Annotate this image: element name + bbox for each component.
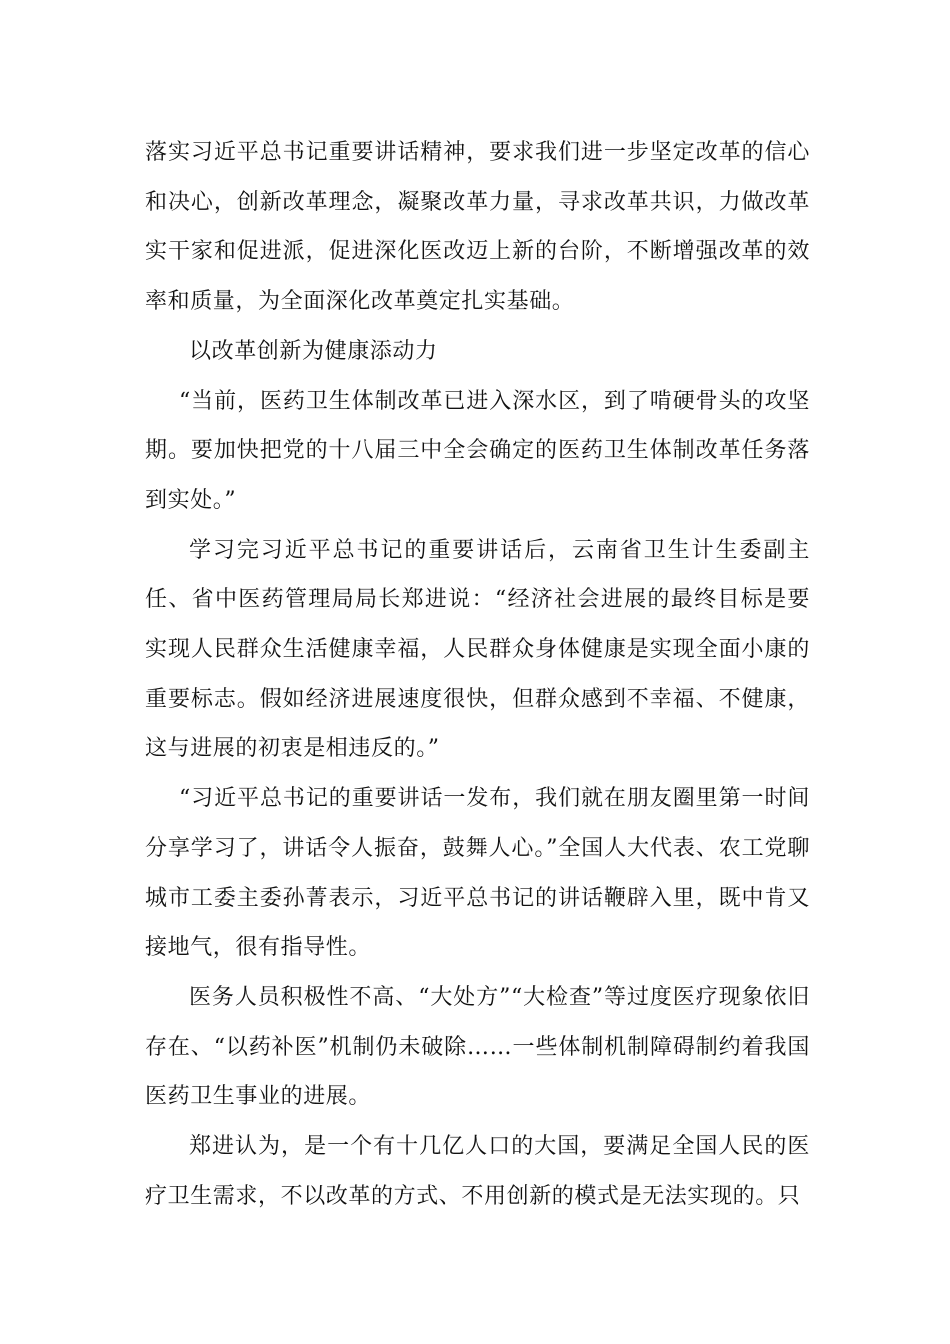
section-heading: 以改革创新为健康添动力	[189, 338, 438, 364]
document-body	[145, 128, 810, 1221]
paragraph-zheng-jin: 学习完习近平总书记的重要讲话后，云南省卫生计生委副主任、省中医药管理局局长郑进说：“经济社会进展的最终目标是要实现人民群众生活健康幸福，人民群众身体健康是实现全面小康的重要标志。假如经济进展速度很快，但群众感到不幸福、不健康，这与进展的初衷是相违反的。”	[145, 537, 810, 762]
paragraph-medical-issues: 医务人员积极性不高、“大处方”“大检查”等过度医疗现象依旧存在、“以药补医”机制仍未破除……一些体制机制障碍制约着我国医药卫生事业的进展。	[145, 984, 810, 1110]
paragraph-sun-jing: “习近平总书记的重要讲话一发布，我们就在朋友圈里第一时间分享学习了，讲话令人振奋，鼓舞人心。”全国人大代表、农工党聊城市工委主委孙菁表示，习近平总书记的讲话鞭辟入里，既中肯又接地气，很有指导性。	[145, 786, 810, 961]
paragraph-reform-view: 郑进认为，是一个有十几亿人口的大国，要满足全国人民的医疗卫生需求，不以改革的方式、不用创新的模式是无法实现的。只	[145, 1134, 810, 1209]
paragraph-quote: “当前，医药卫生体制改革已进入深水区，到了啃硬骨头的攻坚期。要加快把党的十八届三中全会确定的医药卫生体制改革任务落到实处。”	[145, 388, 810, 513]
paragraph-continuation: 落实习近平总书记重要讲话精神，要求我们进一步坚定改革的信心和决心，创新改革理念，凝聚改革力量，寻求改革共识，力做改革实干家和促进派，促进深化医改迈上新的台阶，不断增强改革的效率和质量，为全面深化改革奠定扎实基础。	[145, 140, 810, 315]
